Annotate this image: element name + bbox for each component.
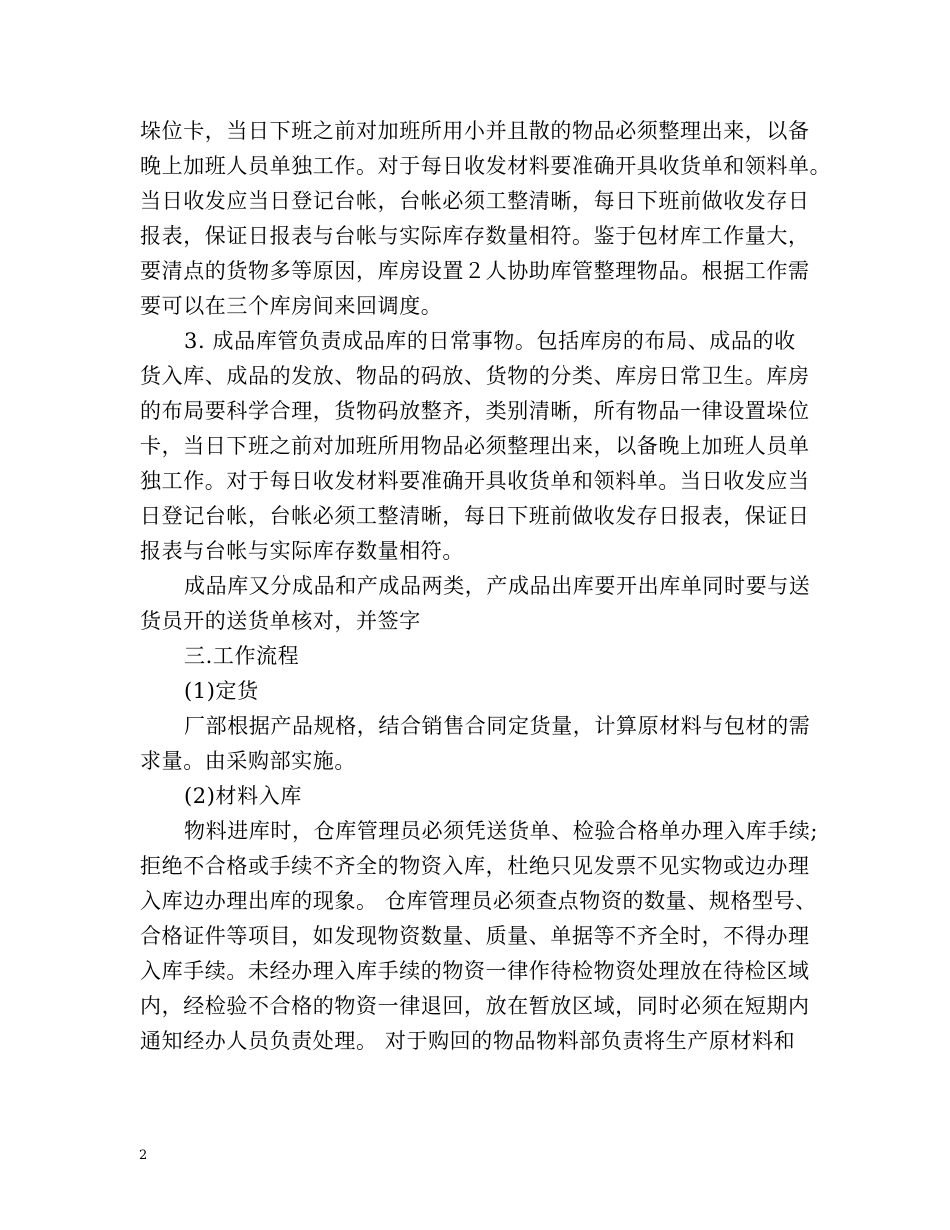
text-line: 物料进库时，仓库管理员必须凭送货单、检验合格单办理入库手续;: [184, 819, 819, 843]
text-line: 报表，保证日报表与台帐与实际库存数量相符。鉴于包材库工作量大，: [140, 224, 810, 248]
text-line: 要清点的货物多等原因，库房设置２人协助库管整理物品。根据工作需: [140, 259, 810, 283]
page-number: 2: [139, 1148, 148, 1163]
text-line: 求量。由采购部实施。: [140, 749, 356, 773]
text-line: 报表与台帐与实际库存数量相符。: [140, 539, 464, 563]
text-line: 合格证件等项目，如发现物资数量、质量、单据等不齐全时，不得办理: [140, 924, 810, 948]
section-heading: 三.工作流程: [184, 644, 300, 668]
text-line: 通知经办人员负责处理。 对于购回的物品物料部负责将生产原材料和: [140, 1029, 796, 1053]
text-line: 要可以在三个库房间来回调度。: [140, 294, 443, 318]
text-line: 拒绝不合格或手续不齐全的物资入库，杜绝只见发票不见实物或边办理: [140, 854, 810, 878]
text-line: 货员开的送货单核对，并签字: [140, 609, 421, 633]
text-line: 的布局要科学合理，货物码放整齐，类别清晰，所有物品一律设置垛位: [140, 399, 810, 423]
text-line: 货入库、成品的发放、物品的码放、货物的分类、库房日常卫生。库房: [140, 364, 810, 388]
text-line: 晚上加班人员单独工作。对于每日收发材料要准确开具收货单和领料单。: [140, 154, 832, 178]
text-line: 卡，当日下班之前对加班所用物品必须整理出来，以备晚上加班人员单: [140, 434, 810, 458]
text-line: 垛位卡，当日下班之前对加班所用小并且散的物品必须整理出来，以备: [140, 119, 810, 143]
subsection-heading: (2)材料入库: [184, 784, 302, 808]
text-line: 日登记台帐，台帐必须工整清晰，每日下班前做收发存日报表，保证日: [140, 504, 810, 528]
text-line: 当日收发应当日登记台帐，台帐必须工整清晰，每日下班前做收发存日: [140, 189, 810, 213]
text-line: 入库边办理出库的现象。 仓库管理员必须查点物资的数量、规格型号、: [140, 889, 817, 913]
text-line: 内，经检验不合格的物资一律退回，放在暂放区域，同时必须在短期内: [140, 994, 810, 1018]
text-line: 成品库又分成品和产成品两类，产成品出库要开出库单同时要与送: [184, 574, 811, 598]
subsection-heading: (1)定货: [184, 679, 259, 703]
text-line: 独工作。对于每日收发材料要准确开具收货单和领料单。当日收发应当: [140, 469, 810, 493]
text-line: 厂部根据产品规格，结合销售合同定货量，计算原材料与包材的需: [184, 714, 811, 738]
text-line: 3. 成品库管负责成品库的日常事物。包括库房的布局、成品的收: [184, 329, 796, 353]
text-line: 入库手续。未经办理入库手续的物资一律作待检物资处理放在待检区域: [140, 959, 810, 983]
